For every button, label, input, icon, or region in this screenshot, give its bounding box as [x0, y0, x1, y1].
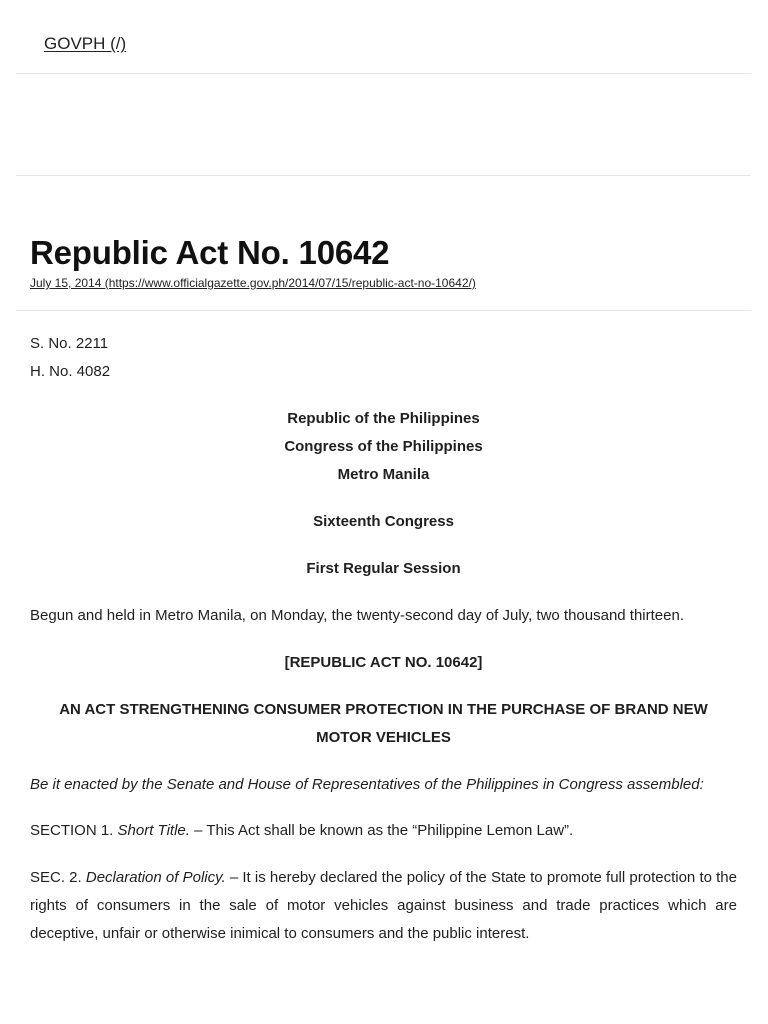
- section-1: [30, 817, 737, 845]
- banner-area: [16, 74, 751, 176]
- act-number: [REPUBLIC ACT NO. 10642]: [284, 654, 483, 671]
- article-body: [30, 330, 737, 948]
- article-date-link[interactable]: July 15, 2014 (https://www.officialgazette.gov.ph/2014/07/15/republic-act-no-10642/): [30, 276, 476, 290]
- house-bill-number: H. No. 4082: [30, 363, 111, 380]
- section-2-label: SEC. 2.: [30, 869, 86, 886]
- page-title: Republic Act No. 10642: [30, 234, 390, 271]
- place-heading: Metro Manila: [337, 466, 430, 483]
- begun-statement: Begun and held in Metro Manila, on Monday, the twenty-second day of July, two thousand thirteen.: [30, 607, 685, 624]
- section-1-label: SECTION 1.: [30, 822, 118, 839]
- republic-heading: Republic of the Philippines: [287, 410, 480, 427]
- congress-heading: Congress of the Philippines: [284, 438, 483, 455]
- section-2-heading: Declaration of Policy.: [85, 869, 226, 886]
- section-2-text: – It is hereby declared the policy of the State to promote full protection to the rights of consumers in the sale of motor vehicles against business and trade practices which are deceptive, unfair or otherwise inimical to consumers and the public interest.: [30, 869, 737, 942]
- congress-number-heading: Sixteenth Congress: [313, 513, 454, 530]
- section-1-text: – This Act shall be known as the “Philippine Lemon Law”.: [189, 822, 574, 839]
- enacting-clause: Be it enacted by the Senate and House of Representatives of the Philippines in Congress assembled:: [30, 776, 704, 793]
- senate-bill-number: S. No. 2211: [30, 335, 109, 352]
- section-2: [30, 864, 737, 948]
- govph-home-link[interactable]: GOVPH (/): [44, 34, 127, 53]
- session-heading: First Regular Session: [306, 560, 461, 577]
- top-navigation-bar: [16, 0, 751, 74]
- section-1-heading: Short Title.: [117, 822, 190, 839]
- act-title: AN ACT STRENGTHENING CONSUMER PROTECTION IN THE PURCHASE OF BRAND NEW MOTOR VEHICLES: [59, 701, 708, 746]
- article-header: [16, 176, 751, 311]
